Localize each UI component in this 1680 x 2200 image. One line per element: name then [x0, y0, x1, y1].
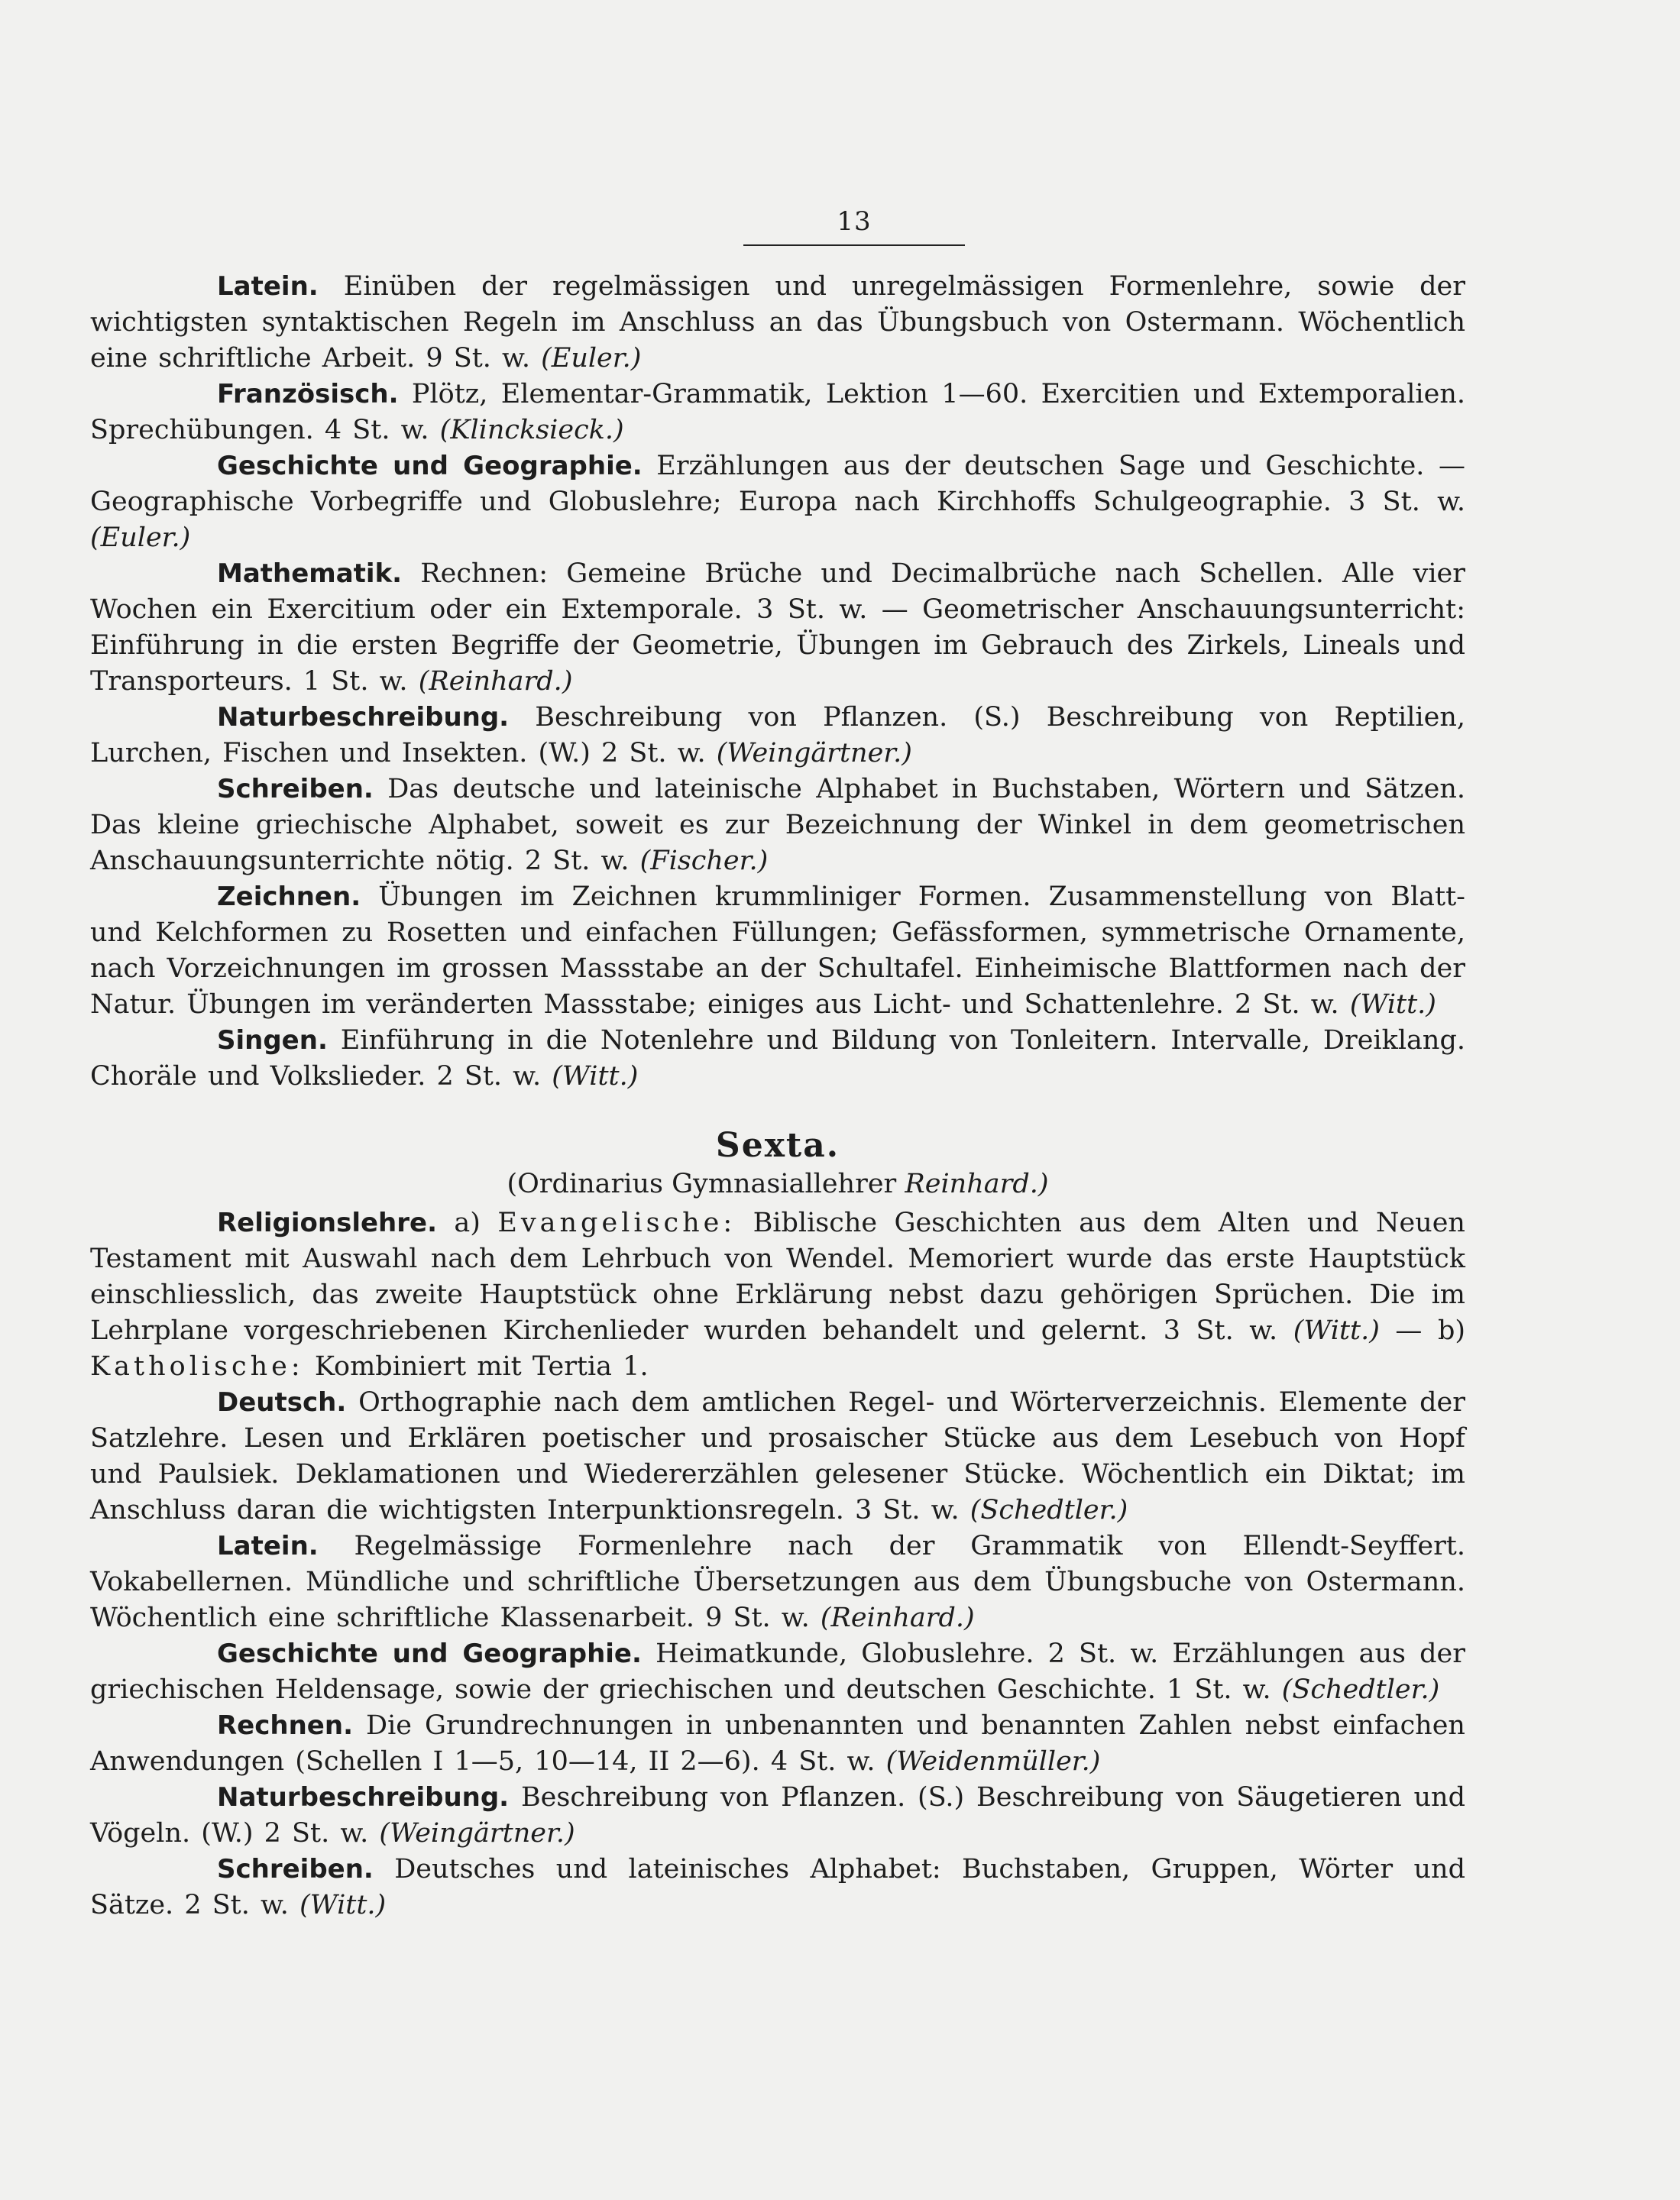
entry-deutsch	[90, 1385, 1465, 1529]
section-subtitle	[90, 1166, 1465, 1202]
entry-naturbeschreibung	[90, 700, 1465, 772]
entry-heading: Mathematik.	[217, 558, 403, 589]
entry-heading: Latein.	[217, 1531, 319, 1561]
entry-latein	[90, 269, 1465, 377]
entry-teacher: (Witt.)	[1349, 989, 1436, 1020]
entry-text: Orthographie nach dem amtlichen Regel- und Wörterverzeichnis. Elemente der Satzlehre. Lesen und Erklären poetischer und prosaischer Stücke aus dem Lesebuch von Hopf und Paulsiek. Deklamationen und Wiedererzählen gelesener Stücke. Wöchentlich ein Diktat; im Anschluss daran die wichtigsten Interpunktionsregeln. 3 St. w.	[90, 1387, 1465, 1525]
part-b-spaced: Katholische:	[90, 1351, 304, 1382]
entry-latein-sexta	[90, 1529, 1465, 1636]
entry-text: Einüben der regelmässigen und unregelmässigen Formenlehre, sowie der wichtigsten syntaktischen Regeln im Anschluss an das Übungsbuch von Ostermann. Wöchentlich eine schriftliche Arbeit. 9 St. w.	[90, 271, 1465, 374]
entry-heading: Latein.	[217, 271, 319, 302]
entry-teacher: (Schedtler.)	[1281, 1674, 1440, 1705]
part-b-text: Kombiniert mit Tertia 1.	[314, 1351, 649, 1382]
entry-schreiben-sexta	[90, 1852, 1465, 1923]
entry-heading: Singen.	[217, 1025, 328, 1056]
entry-heading: Zeichnen.	[217, 882, 361, 912]
entry-heading: Schreiben.	[217, 1854, 374, 1885]
part-a-text: Biblische Geschichten aus dem Alten und Neuen Testament mit Auswahl nach dem Lehrbuch von Wendel. Memoriert wurde das erste Hauptstück einschliesslich, das zweite Hauptstück ohne Erklärung nebst dazu gehörigen Sprüchen. Die im Lehrplane vorgeschriebenen Kirchenlieder wurden behandelt und gelernt. 3 St. w.	[90, 1208, 1465, 1346]
entry-naturbeschreibung-sexta	[90, 1780, 1465, 1852]
entry-teacher: (Klincksieck.)	[439, 415, 624, 445]
entry-geschichte-sexta	[90, 1636, 1465, 1708]
entry-text: Das deutsche und lateinische Alphabet in Buchstaben, Wörtern und Sätzen. Das kleine griechische Alphabet, soweit es zur Bezeichnung der Winkel in dem geometrischen Anschauungsunterrichte nötig. 2 St. w.	[90, 774, 1465, 876]
entry-teacher: (Schedtler.)	[969, 1495, 1128, 1525]
entry-heading: Geschichte und Geographie.	[217, 451, 643, 481]
entry-teacher: (Fischer.)	[639, 846, 769, 876]
entry-teacher: (Witt.)	[299, 1890, 387, 1920]
entry-teacher: (Euler.)	[90, 522, 191, 553]
part-a-spaced: Evangelische:	[497, 1208, 736, 1238]
entry-teacher: (Witt.)	[552, 1061, 639, 1092]
entry-singen	[90, 1023, 1465, 1095]
part-a-teacher: (Witt.)	[1293, 1315, 1380, 1346]
subtitle-prefix: (Ordinarius Gymnasiallehrer	[507, 1169, 897, 1199]
entry-text: Rechnen: Gemeine Brüche und Decimalbrüche nach Schellen. Alle vier Wochen ein Exercitium oder ein Extemporale. 3 St. w. — Geometrischer Anschauungsunterricht: Einführung in die ersten Begriffe der Geometrie, Übungen im Gebrauch des Zirkels, Lineals und Transporteurs. 1 St. w.	[90, 558, 1465, 697]
entry-text: Einführung in die Notenlehre und Bildung von Tonleitern. Intervalle, Dreiklang. Choräle und Volkslieder. 2 St. w.	[90, 1025, 1465, 1092]
entry-text: Erzählungen aus der deutschen Sage und Geschichte. — Geographische Vorbegriffe und Globuslehre; Europa nach Kirchhoffs Schulgeographie. 3 St. w.	[90, 451, 1465, 517]
entry-heading: Französisch.	[217, 379, 399, 409]
entry-heading: Deutsch.	[217, 1387, 347, 1418]
page-number: 13	[743, 206, 965, 246]
subtitle-name: Reinhard.)	[905, 1169, 1049, 1199]
entry-schreiben	[90, 772, 1465, 879]
entry-heading: Religionslehre.	[217, 1208, 438, 1238]
entry-mathematik	[90, 556, 1465, 700]
part-b-label: — b)	[1395, 1315, 1465, 1346]
document-page	[90, 206, 1465, 1923]
entry-teacher: (Weidenmüller.)	[885, 1746, 1101, 1777]
entry-heading: Schreiben.	[217, 774, 374, 804]
entry-geschichte	[90, 448, 1465, 556]
entry-text: Beschreibung von Pflanzen. (S.) Beschreibung von Reptilien, Lurchen, Fischen und Insekten. (W.) 2 St. w.	[90, 702, 1465, 768]
entry-text: Regelmässige Formenlehre nach der Grammatik von Ellendt-Seyffert. Vokabellernen. Mündliche und schriftliche Übersetzungen aus dem Übungsbuche von Ostermann. Wöchentlich eine schriftliche Klassenarbeit. 9 St. w.	[90, 1531, 1465, 1633]
section-title-sexta: Sexta.	[715, 1126, 840, 1165]
part-a-label: a)	[454, 1208, 481, 1238]
entry-teacher: (Weingärtner.)	[379, 1818, 575, 1849]
entry-text: Beschreibung von Pflanzen. (S.) Beschreibung von Säugetieren und Vögeln. (W.) 2 St. w.	[90, 1782, 1465, 1849]
entry-text: Übungen im Zeichnen krummliniger Formen. Zusammenstellung von Blatt- und Kelchformen zu Rosetten und einfachen Füllungen; Gefässformen, symmetrische Ornamente, nach Vorzeichnungen im grossen Massstabe an der Schultafel. Einheimische Blattformen nach der Natur. Übungen im veränderten Massstabe; einiges aus Licht- und Schattenlehre. 2 St. w.	[90, 882, 1465, 1020]
entry-franzoesisch	[90, 377, 1465, 448]
entry-text: Plötz, Elementar-Grammatik, Lektion 1—60. Exercitien und Extemporalien. Sprechübungen. 4 St. w.	[90, 379, 1465, 445]
entry-teacher: (Weingärtner.)	[716, 738, 912, 768]
entry-text: Deutsches und lateinisches Alphabet: Buchstaben, Gruppen, Wörter und Sätze. 2 St. w.	[90, 1854, 1465, 1920]
entry-heading: Geschichte und Geographie.	[217, 1639, 642, 1669]
entry-heading: Naturbeschreibung.	[217, 702, 510, 733]
entry-text: Heimatkunde, Globuslehre. 2 St. w. Erzählungen aus der griechischen Heldensage, sowie der griechischen und deutschen Geschichte. 1 St. w.	[90, 1639, 1465, 1705]
entry-teacher: (Reinhard.)	[820, 1603, 975, 1633]
entry-heading: Rechnen.	[217, 1710, 353, 1741]
entry-rechnen	[90, 1708, 1465, 1780]
entry-religionslehre	[90, 1205, 1465, 1385]
entry-heading: Naturbeschreibung.	[217, 1782, 510, 1813]
entry-teacher: (Euler.)	[541, 343, 642, 374]
entry-text: Die Grundrechnungen in unbenannten und benannten Zahlen nebst einfachen Anwendungen (Schellen I 1—5, 10—14, II 2—6). 4 St. w.	[90, 1710, 1465, 1777]
entry-teacher: (Reinhard.)	[418, 666, 573, 697]
entry-zeichnen	[90, 879, 1465, 1023]
